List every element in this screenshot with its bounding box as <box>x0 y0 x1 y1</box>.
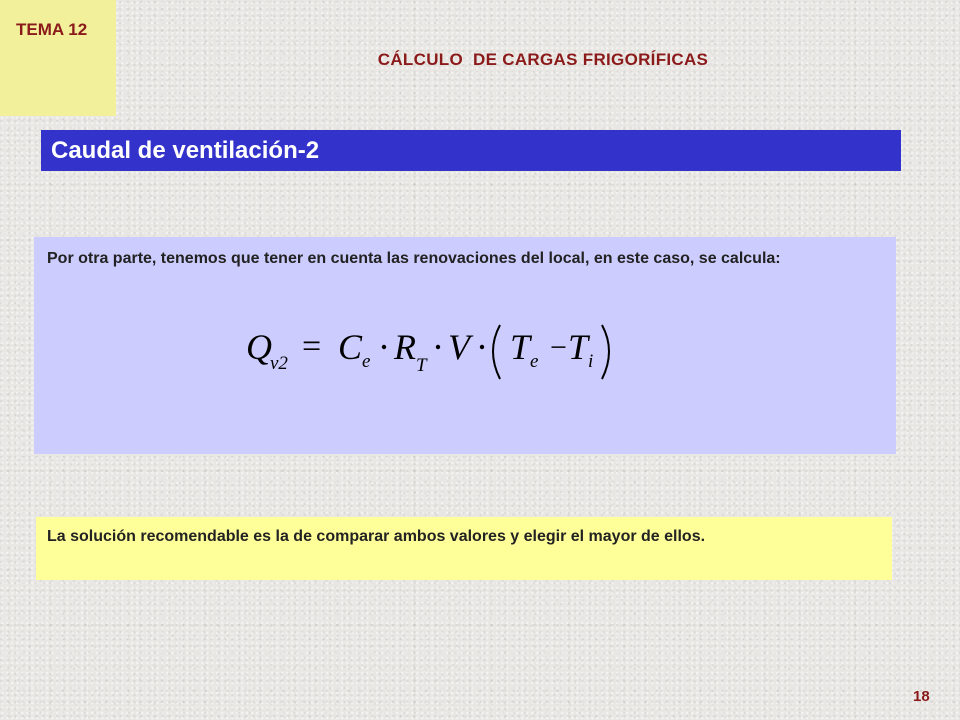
page-number: 18 <box>913 688 930 705</box>
formula-open-paren <box>493 325 500 379</box>
formula-c: C <box>338 327 363 367</box>
formula-te-subscript: e <box>530 351 539 372</box>
formula-equals: = <box>302 328 322 365</box>
formula-r-subscript: T <box>416 355 427 376</box>
formula-dot-3 <box>480 345 484 349</box>
section-header-bar <box>41 130 901 171</box>
section-title: Caudal de ventilación-2 <box>51 137 320 164</box>
slide-title: CÁLCULO DE CARGAS FRIGORÍFICAS <box>377 50 709 69</box>
formula-ti-subscript: i <box>588 351 594 372</box>
ventilation-info-box <box>34 237 896 454</box>
ventilation-flow-formula <box>216 323 616 383</box>
ventilation-info-text: Por otra parte, tenemos que tener en cuenta las renovaciones del local, en este caso, se calcula: <box>47 250 781 267</box>
formula-dot-2 <box>436 345 440 349</box>
formula-te: T <box>510 327 531 367</box>
formula-close-paren <box>602 325 609 379</box>
recommendation-text: La solución recomendable es la de comparar ambos valores y elegir el mayor de ellos. <box>47 528 706 545</box>
formula-r: R <box>394 327 416 367</box>
formula-dot-1 <box>382 345 386 349</box>
formula-c-subscript: e <box>362 351 371 372</box>
formula-v: V <box>448 327 470 367</box>
recommendation-box <box>36 517 892 580</box>
formula-ti: T <box>568 327 589 367</box>
formula-q-subscript: v2 <box>270 353 288 374</box>
formula-q: Q <box>246 327 272 367</box>
formula-minus: − <box>550 331 567 364</box>
tema-label: TEMA 12 <box>16 20 88 39</box>
